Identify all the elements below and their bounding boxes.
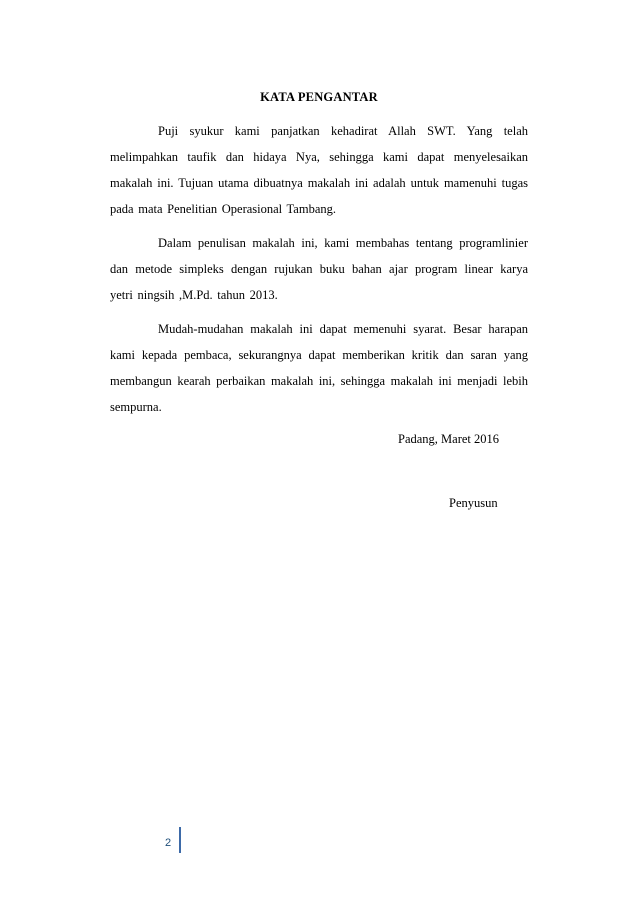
- paragraph-3: Mudah-mudahan makalah ini dapat memenuhi syarat. Besar harapan kami kepada pembaca, sekurangnya dapat memberikan kritik dan saran yang membangun kearah perbaikan makalah ini, sehingga makalah ini menjadi lebih sempurna.: [110, 322, 528, 414]
- page-number: 2: [165, 837, 172, 849]
- body-text: [110, 118, 528, 428]
- author-signature: Penyusun: [449, 496, 498, 510]
- page-title: KATA PENGANTAR: [260, 90, 378, 104]
- paragraph-2: Dalam penulisan makalah ini, kami membahas tentang programlinier dan metode simpleks dengan rujukan buku bahan ajar program linear karya yetri ningsih ,M.Pd. tahun 2013.: [110, 236, 528, 302]
- paragraph-1: Puji syukur kami panjatkan kehadirat Allah SWT. Yang telah melimpahkan taufik dan hidaya Nya, sehingga kami dapat menyelesaikan makalah ini. Tujuan utama dibuatnya makalah ini adalah untuk mamenuhi tugas pada mata Penelitian Operasional Tambang.: [110, 124, 528, 216]
- place-date: Padang, Maret 2016: [398, 432, 500, 446]
- page-number-bar: [179, 827, 181, 853]
